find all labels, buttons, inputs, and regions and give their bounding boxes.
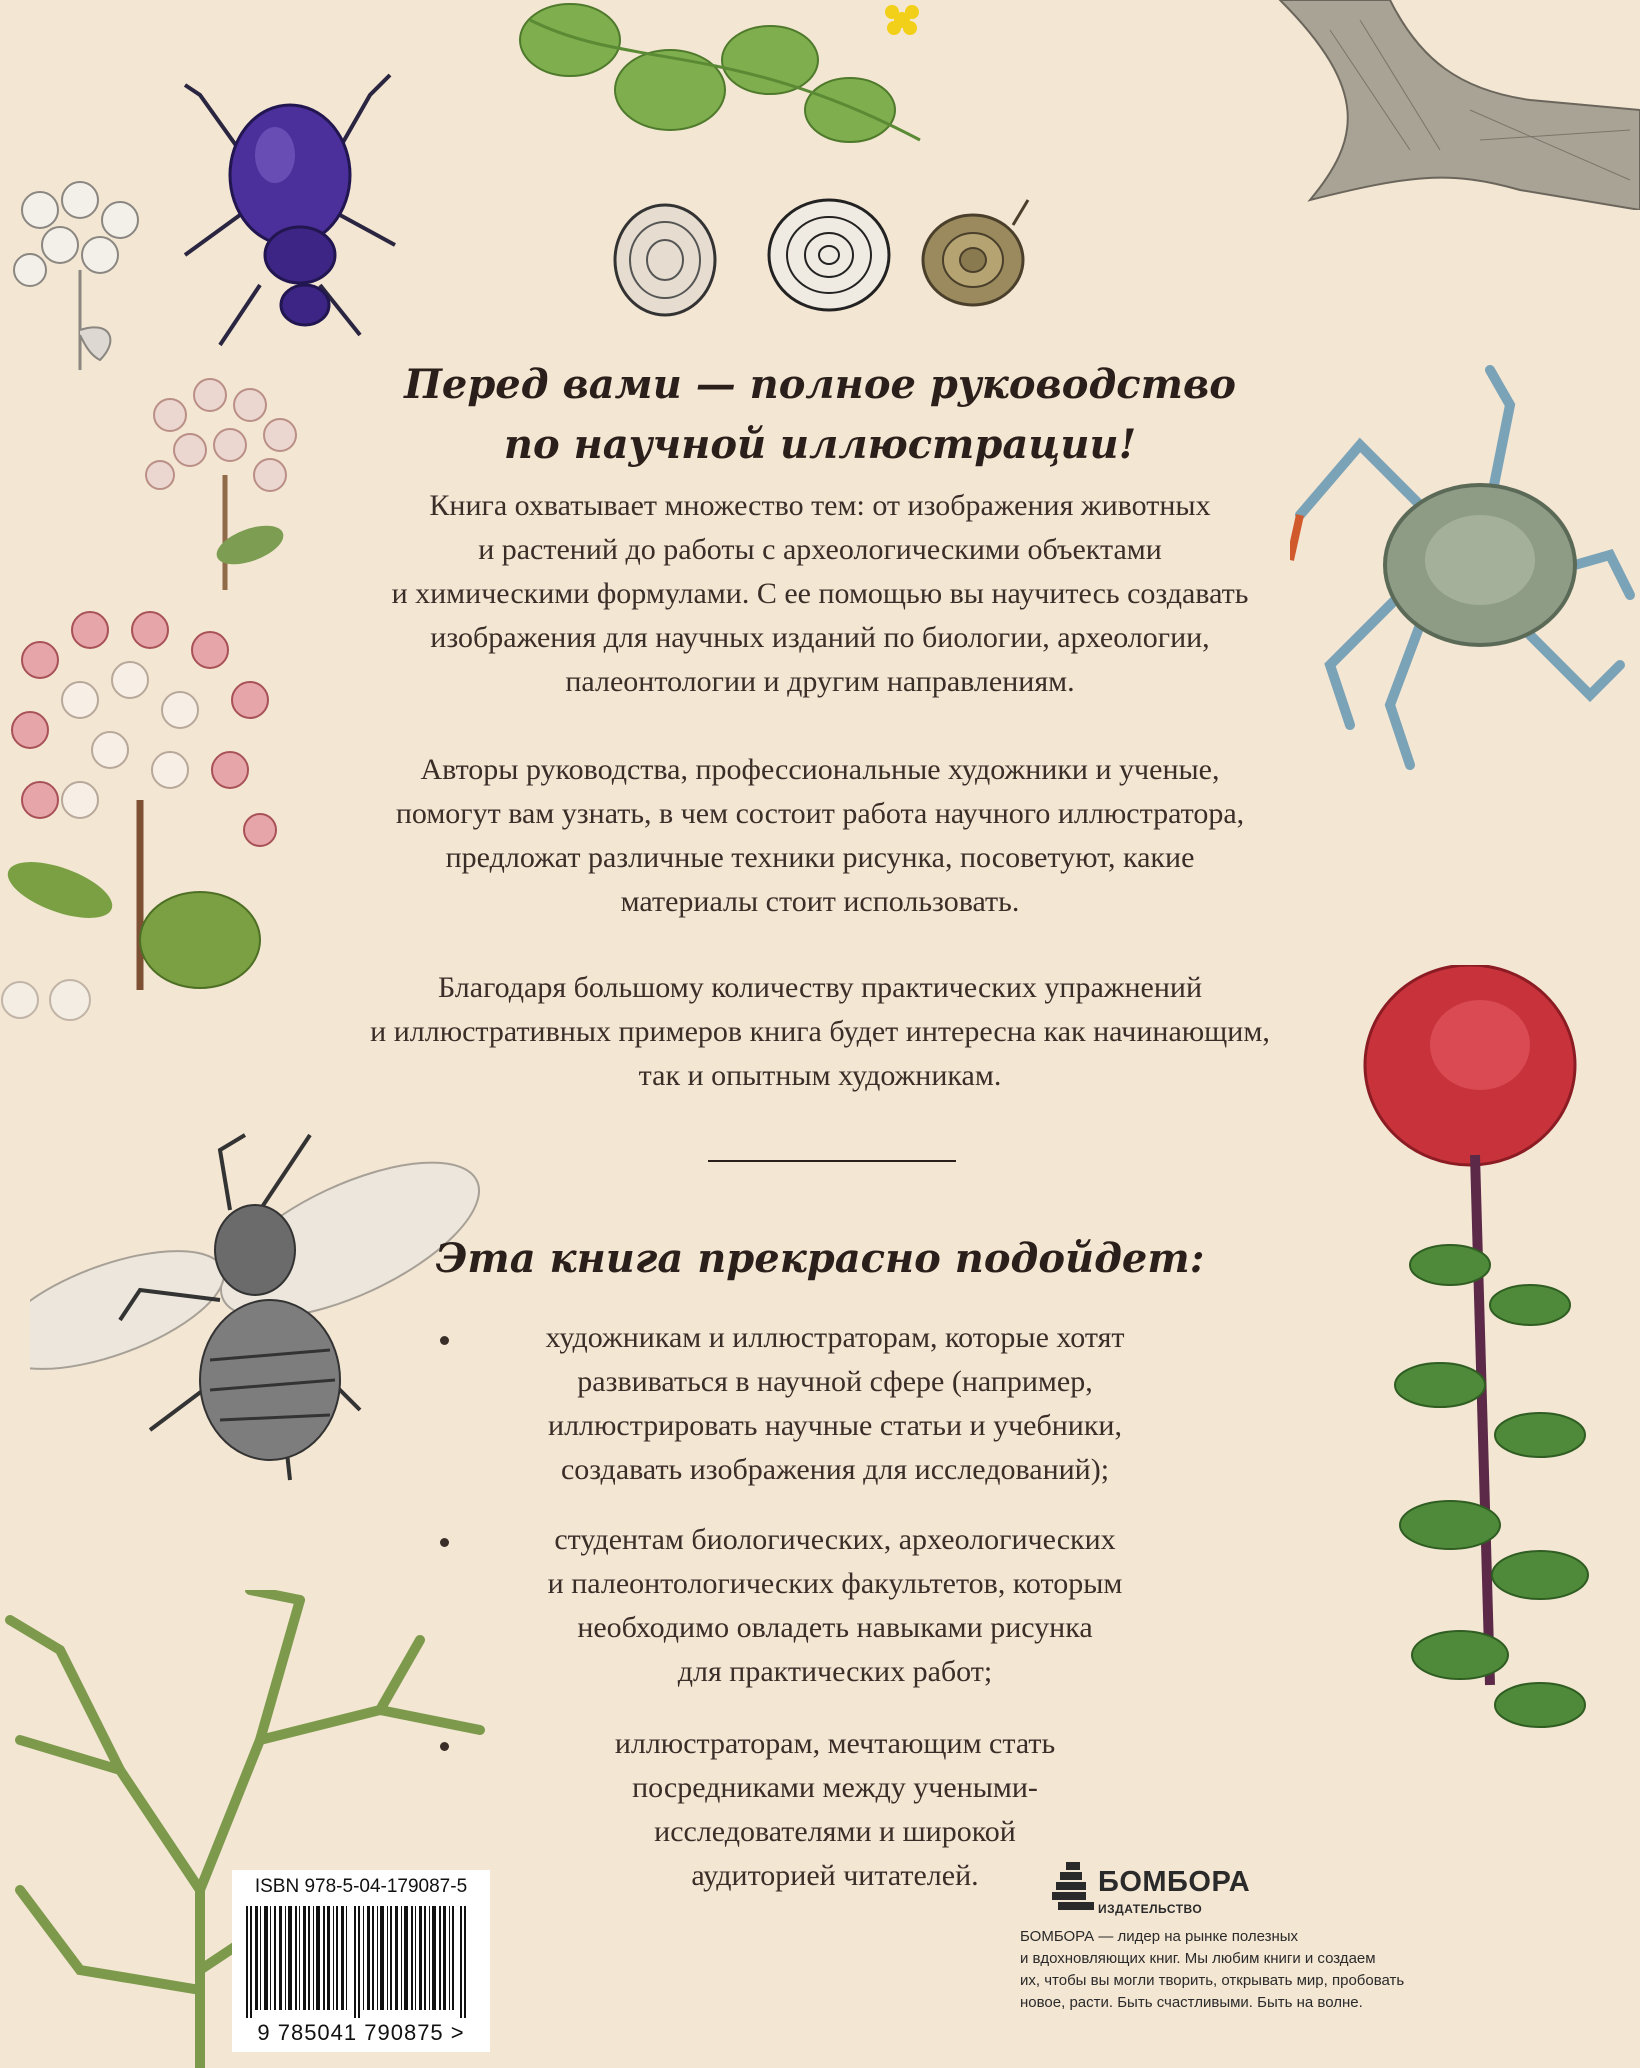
exercises-paragraph	[300, 966, 1340, 1098]
bullet-line: необходимо овладеть навыками рисунка	[577, 1611, 1093, 1644]
paragraph-line: изображения для научных изданий по биологии, археологии,	[430, 621, 1210, 654]
paragraph-line: Благодаря большому количеству практических упражнений	[437, 971, 1203, 1004]
bullet-line: посредниками между учеными-	[632, 1771, 1038, 1804]
bullet-item-students	[440, 1518, 1200, 1694]
flower-sketch-illustration	[0, 170, 170, 380]
publisher-subtitle: ИЗДАТЕЛЬСТВО	[1098, 1902, 1203, 1916]
intro-paragraph	[300, 484, 1340, 704]
leafy-plant-illustration	[510, 0, 930, 170]
paragraph-line: предложат различные техники рисунка, посоветуют, какие	[445, 841, 1195, 874]
paragraph-line: Авторы руководства, профессиональные художники и ученые,	[420, 753, 1220, 786]
bullet-item-artists	[440, 1316, 1200, 1492]
paragraph-line: материалы стоит использовать.	[620, 885, 1020, 918]
ammonite-ribbed-icon	[762, 195, 897, 315]
beetle-illustration	[180, 55, 400, 355]
bullet-dot-icon	[440, 1742, 449, 1751]
bullet-line: и палеонтологических факультетов, которым	[547, 1567, 1123, 1600]
bullet-line: развиваться в научной сфере (например,	[577, 1365, 1093, 1398]
paragraph-line: и иллюстративных примеров книга будет интересна как начинающим,	[370, 1015, 1270, 1048]
publisher-blurb-line: и вдохновляющих книг. Мы любим книги и создаем	[1020, 1950, 1376, 1967]
bullet-line: иллюстраторам, мечтающим стать	[614, 1727, 1056, 1760]
isbn-barcode-box	[232, 1870, 490, 2052]
paragraph-line: помогут вам узнать, в чем состоит работа научного иллюстратора,	[395, 797, 1245, 830]
publisher-blurb-line: новое, расти. Быть счастливыми. Быть на волне.	[1020, 1994, 1363, 2011]
bullet-line: исследователями и широкой	[654, 1815, 1016, 1848]
paragraph-line: палеонтологии и другим направлениям.	[565, 665, 1075, 698]
publisher-name: БОМБОРА	[1098, 1866, 1251, 1898]
paragraph-line: и химическими формулами. С ее помощью вы научитесь создавать	[391, 577, 1249, 610]
heading-line-1: Перед вами — полное руководство	[404, 361, 1236, 408]
barcode-digits: 9 785041 790875 >	[257, 2020, 465, 2045]
isbn-label: ISBN 978-5-04-179087-5	[254, 1876, 468, 1897]
bullet-line: аудиторией читателей.	[691, 1859, 979, 1892]
bullet-line: художникам и иллюстраторам, которые хотят	[545, 1321, 1125, 1354]
ammonite-color-icon	[918, 195, 1038, 310]
publisher-blurb-line: их, чтобы вы могли творить, открывать мир, пробовать	[1020, 1972, 1405, 1989]
viburnum-flower-large-illustration	[0, 600, 300, 1060]
paragraph-line: и растений до работы с археологическими объектами	[478, 533, 1162, 566]
divider-line	[708, 1160, 956, 1162]
authors-paragraph	[300, 748, 1340, 924]
publisher-blurb-line: БОМБОРА — лидер на рынке полезных	[1020, 1928, 1299, 1945]
paragraph-line: так и опытным художникам.	[638, 1059, 1002, 1092]
bullet-dot-icon	[440, 1336, 449, 1345]
fish-illustration	[1270, 0, 1640, 210]
bullet-dot-icon	[440, 1538, 449, 1547]
red-flower-illustration	[1340, 965, 1610, 1765]
barcode-icon	[246, 1906, 476, 2018]
audience-heading: Эта книга прекрасно подойдет:	[435, 1235, 1205, 1282]
bee-illustration	[30, 1130, 480, 1490]
paragraph-line: Книга охватывает множество тем: от изображения животных	[429, 489, 1211, 522]
bullet-line: иллюстрировать научные статьи и учебники,	[548, 1409, 1122, 1442]
bombora-logo-icon	[1052, 1862, 1094, 1910]
bullet-line: создавать изображения для исследований);	[560, 1453, 1110, 1486]
ammonite-sketch-icon	[608, 200, 723, 320]
bullet-line: для практических работ;	[677, 1655, 993, 1688]
bullet-line: студентам биологических, археологических	[554, 1523, 1116, 1556]
heading-line-2: по научной иллюстрации!	[503, 421, 1137, 468]
publisher-blurb	[1020, 1926, 1440, 2014]
